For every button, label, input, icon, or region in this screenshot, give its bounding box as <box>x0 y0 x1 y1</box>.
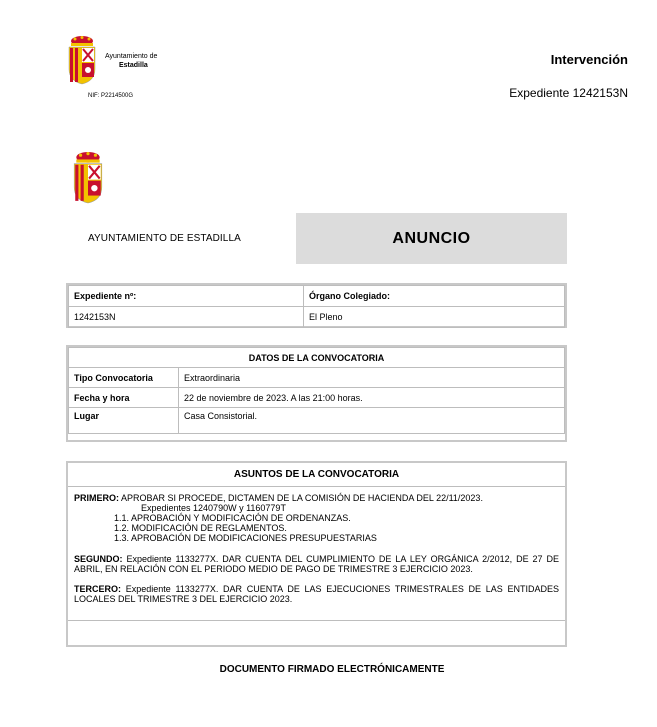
datos-label-tipo: Tipo Convocatoria <box>69 368 179 388</box>
expediente-header: Expediente nº: <box>69 286 304 307</box>
primero-label: PRIMERO: <box>74 493 119 503</box>
expediente-table <box>66 283 567 328</box>
asuntos-body <box>68 487 565 621</box>
asuntos-heading: ASUNTOS DE LA CONVOCATORIA <box>233 469 400 480</box>
segundo-text: Expediente 1133277X. DAR CUENTA DEL CUMPLIMIENTO DE LA LEY ORGÁNICA 2/2012, DE 27 DE ABRIL, EN RELACIÓN CON EL PERIODO MEDIO DE PAGO DE TRIMESTRE 3 EJERCICIO 2023. <box>74 554 559 574</box>
datos-label-lugar: Lugar <box>69 408 179 434</box>
organization-name <box>105 52 157 70</box>
primero-expedientes: Expedientes 1240790W y 1160779T <box>141 503 286 513</box>
expediente-value: 1242153N <box>69 307 304 328</box>
tercero-text: Expediente 1133277X. DAR CUENTA DE LAS EJECUCIONES TRIMESTRALES DE LAS ENTIDADES LOCALES DEL TRIMESTRE 3 DEL EJERCICIO 2023. <box>74 584 559 604</box>
expediente-reference: Expediente 1242153N <box>509 86 628 100</box>
organo-value: El Pleno <box>304 307 565 328</box>
datos-table <box>66 345 567 442</box>
asunto-segundo <box>74 554 559 574</box>
ayuntamiento-name: AYUNTAMIENTO DE ESTADILLA <box>88 233 241 244</box>
organo-header: Órgano Colegiado: <box>304 286 565 307</box>
org-line-1: Ayuntamiento de <box>105 53 158 60</box>
datos-value-lugar: Casa Consistorial. <box>179 408 565 434</box>
document-title: ANUNCIO <box>392 229 471 247</box>
org-line-2: Estadilla <box>119 62 148 69</box>
asuntos-table <box>66 461 567 647</box>
datos-value-tipo: Extraordinaria <box>179 368 565 388</box>
primero-item-1: 1.1. APROBACIÓN Y MODIFICACIÓN DE ORDENANZAS. <box>114 513 351 523</box>
nif-text: NIF: P2214500G <box>88 93 134 99</box>
coat-of-arms-logo-2 <box>71 150 105 210</box>
title-box <box>296 213 567 264</box>
coat-of-arms-logo <box>66 35 98 90</box>
segundo-label: SEGUNDO: <box>74 554 123 564</box>
primero-item-3: 1.3. APROBACIÓN DE MODIFICACIONES PRESUPUESTARIAS <box>114 533 377 543</box>
tercero-label: TERCERO: <box>74 584 121 594</box>
datos-heading: DATOS DE LA CONVOCATORIA <box>69 348 565 368</box>
signature-notice: DOCUMENTO FIRMADO ELECTRÓNICAMENTE <box>219 664 445 675</box>
asunto-tercero <box>74 584 559 604</box>
datos-value-fecha: 22 de noviembre de 2023. A las 21:00 horas. <box>179 388 565 408</box>
datos-label-fecha: Fecha y hora <box>69 388 179 408</box>
asuntos-empty-row <box>68 621 565 646</box>
primero-item-2: 1.2. MODIFICACIÓN DE REGLAMENTOS. <box>114 523 287 533</box>
asunto-primero <box>74 493 559 503</box>
primero-text: APROBAR SI PROCEDE, DICTAMEN DE LA COMISIÓN DE HACIENDA DEL 22/11/2023. <box>119 493 483 503</box>
department-title: Intervención <box>550 52 628 67</box>
